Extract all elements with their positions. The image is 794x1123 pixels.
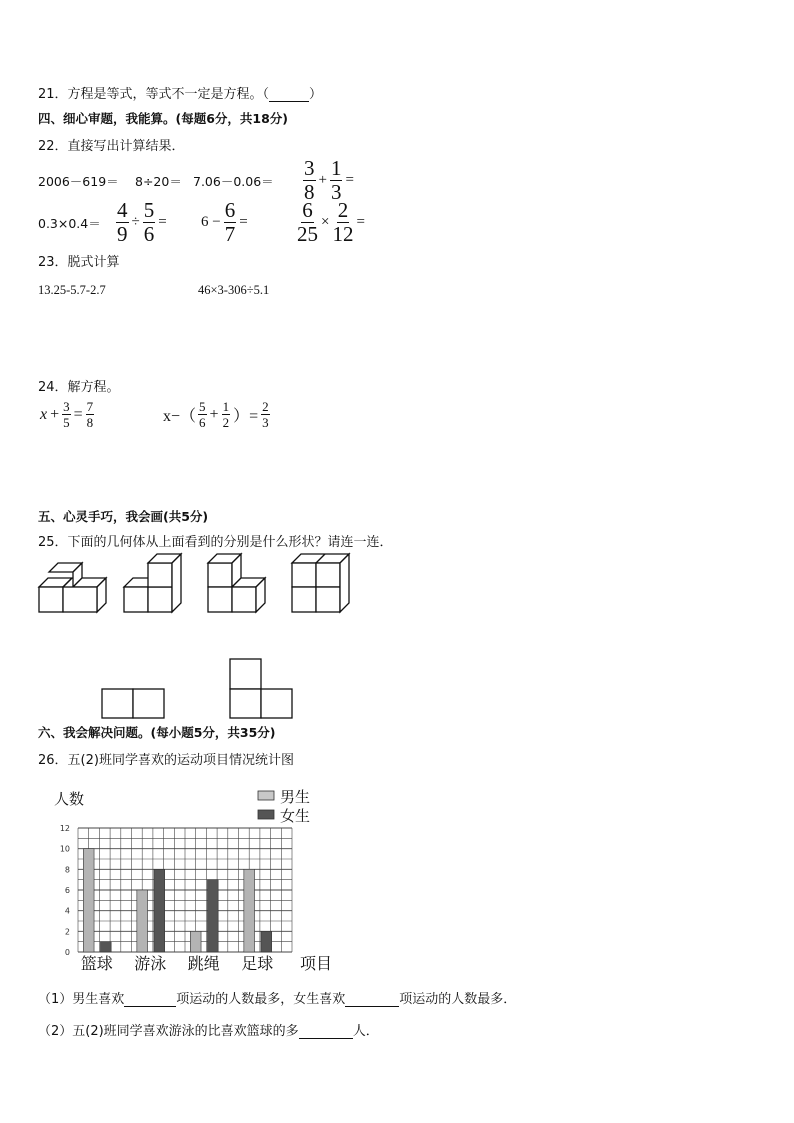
section-5-title: 五、心灵手巧，我会画(共5分) — [38, 509, 209, 524]
solid-4 — [292, 554, 349, 612]
question-21-close: ） — [309, 87, 323, 102]
bar-boys — [190, 931, 201, 952]
expression-2: 46×3-306÷5.1 — [198, 283, 270, 297]
solids-figure — [0, 550, 794, 720]
chart-legend — [258, 788, 310, 825]
question-21-text: 21．方程是等式，等式不一定是方程。（ — [38, 87, 270, 102]
expression-1: 13.25-5.7-2.7 — [38, 283, 106, 297]
y-tick-label: 4 — [64, 906, 70, 916]
bar-girls — [261, 931, 272, 952]
question-26-title: 26．五(2)班同学喜欢的运动项目情况统计图 — [38, 753, 294, 768]
calc-item-4: 0.3×0.4＝ — [38, 216, 101, 231]
question-26-1: （1）男生喜欢 项运动的人数最多，女生喜欢 项运动的人数最多． — [38, 992, 517, 1007]
x-axis-label: 项目 — [300, 954, 333, 973]
legend-swatch-girls — [258, 810, 274, 819]
x-tick-label: 跳绳 — [187, 954, 220, 973]
y-tick-label: 10 — [59, 844, 70, 854]
y-tick-label: 2 — [64, 927, 70, 937]
answer-blank-26-1a[interactable] — [124, 1006, 176, 1007]
fraction: $\frac{1}{3}$ — [330, 156, 342, 204]
calc-item-1: 2006－619＝ — [38, 174, 119, 189]
y-tick-label: 8 — [64, 865, 70, 875]
fraction-expr-3: 6 − $\frac{6}{7}$ = — [201, 198, 248, 246]
y-tick-label: 6 — [64, 886, 70, 895]
fraction: $\frac{3}{8}$ — [304, 156, 315, 204]
x-tick-labels — [81, 954, 274, 973]
fraction-expr-2: $\frac{4}{9}$ ÷ $\frac{5}{6}$ = — [117, 198, 167, 246]
question-25-title: 25．下面的几何体从上面看到的分别是什么形状？请连一连． — [38, 535, 393, 550]
y-tick-label: 12 — [59, 824, 70, 833]
x-tick-label: 篮球 — [80, 954, 113, 973]
question-26-2: （2）五(2)班同学喜欢游泳的比喜欢篮球的多 人． — [38, 1024, 379, 1039]
answer-blank-26-2[interactable] — [299, 1038, 353, 1039]
answer-blank-26-1b[interactable] — [345, 1006, 399, 1007]
chart-grid — [78, 828, 292, 952]
question-22-title: 22．直接写出计算结果． — [38, 139, 185, 154]
bar-chart — [30, 780, 350, 980]
y-tick-label: 0 — [64, 948, 70, 957]
bar-boys — [83, 849, 94, 952]
legend-label-girls: 女生 — [280, 807, 311, 825]
x-tick-label: 游泳 — [134, 954, 167, 973]
top-view-1 — [102, 689, 164, 718]
x-tick-label: 足球 — [241, 954, 274, 973]
y-tick-labels — [60, 824, 70, 957]
question-21 — [38, 83, 322, 102]
equation-2: x−（ $\frac{5}{6}$ + $\frac{1}{2}$ ）= $\frac{2}{3}$ — [163, 399, 269, 430]
top-view-2 — [230, 659, 292, 718]
section-6-title: 六、我会解决问题。(每小题5分，共35分) — [38, 725, 276, 740]
legend-swatch-boys — [258, 791, 274, 800]
question-23-title: 23．脱式计算 — [38, 255, 120, 270]
calc-item-2: 8÷20＝ — [135, 174, 182, 189]
answer-blank-21[interactable] — [269, 101, 309, 102]
section-4-title: 四、细心审题，我能算。(每题6分，共18分) — [38, 111, 289, 126]
solid-2 — [124, 554, 181, 612]
question-24-title: 24．解方程。 — [38, 380, 120, 395]
calc-item-3: 7.06－0.06＝ — [193, 174, 274, 189]
legend-label-boys: 男生 — [280, 788, 311, 806]
y-axis-label: 人数 — [54, 790, 85, 808]
bar-boys — [137, 890, 148, 952]
solid-3 — [208, 554, 265, 612]
equation-1: x + $\frac{3}{5}$ = $\frac{7}{8}$ — [40, 399, 94, 430]
bar-girls — [100, 942, 111, 952]
bar-boys — [244, 869, 255, 952]
fraction-expr-1: $\frac{3}{8}$ + $\frac{1}{3}$ = — [304, 156, 354, 204]
solid-1 — [39, 563, 106, 612]
fraction-expr-4: $\frac{6}{25}$ × $\frac{2}{12}$ = — [297, 198, 365, 246]
bar-girls — [154, 869, 165, 952]
bar-girls — [207, 880, 218, 952]
